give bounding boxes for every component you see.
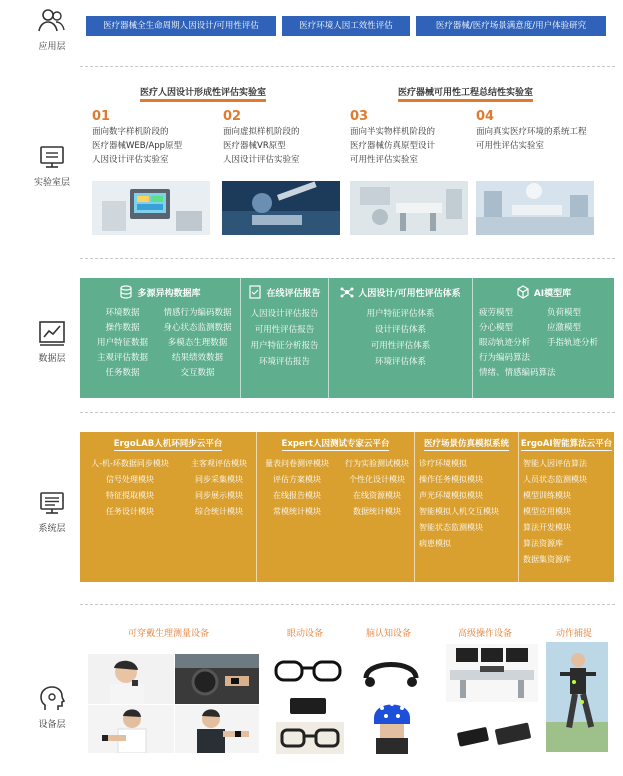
system-item: 同步展示模块 [195, 491, 243, 500]
layer-label-text: 系统层 [38, 524, 66, 534]
data-item: 操作数据 [105, 323, 140, 333]
app-button-lifecycle[interactable]: 医疗器械全生命周期人因设计/可用性评估 [86, 16, 276, 36]
system-item: 综合统计模块 [195, 507, 243, 516]
cube-icon [516, 285, 530, 299]
system-item: 智能人因评估算法 [523, 459, 587, 468]
system-item: 模型训练模块 [523, 491, 571, 500]
layer-label-device [22, 684, 82, 730]
eyetracking-glasses-photo-1 [270, 652, 346, 692]
data-item: 交互数据 [180, 368, 215, 378]
operation-controller-photo [452, 712, 538, 752]
system-item: 病患模拟 [419, 539, 451, 548]
system-column-ergolab [80, 432, 256, 582]
wearable-photo-4 [175, 705, 259, 753]
wearable-photo-1 [88, 654, 174, 704]
data-item: 主观评估数据 [96, 353, 148, 363]
data-item: 人因设计评估报告 [250, 309, 319, 319]
layer-label-system [22, 488, 82, 534]
divider [80, 412, 615, 413]
data-item: 用户特征分析报告 [250, 341, 319, 351]
motion-capture-photo [546, 642, 608, 752]
system-item: 人-机-环数据同步模块 [91, 459, 169, 468]
data-item: 情感行为编码数据 [163, 308, 232, 318]
data-column-database [80, 278, 240, 398]
operation-console-photo [446, 644, 538, 702]
device-title-motion-capture: 动作捕捉 [556, 629, 593, 639]
monitor-icon [37, 142, 67, 172]
layer-label-data [22, 318, 82, 364]
divider [80, 604, 615, 605]
system-screen-icon [37, 488, 67, 518]
eyetracking-recorder-photo [282, 694, 334, 718]
data-column-evaluation-system [328, 278, 472, 398]
system-item: 特征提取模块 [106, 491, 154, 500]
system-item: 模型应用模块 [523, 507, 571, 516]
lab-item-03 [350, 110, 480, 167]
system-item: 任务设计模块 [106, 507, 154, 516]
system-item: 在线资源模块 [353, 491, 401, 500]
data-item: 疲劳模型 [479, 308, 514, 318]
data-item: 行为编码算法 [479, 353, 531, 363]
data-item: 多模态生理数据 [167, 338, 228, 348]
data-item: 环境数据 [105, 308, 140, 318]
system-item: 个性化设计模块 [349, 475, 405, 484]
system-column-simulation [414, 432, 518, 582]
wearable-photo-2 [175, 654, 259, 704]
data-item: 分心模型 [479, 323, 514, 333]
device-title-eyetracking: 眼动设备 [287, 629, 324, 639]
system-item: 智能模拟人机交互模块 [419, 507, 499, 516]
app-button-environment[interactable]: 医疗环境人因工效性评估 [282, 16, 410, 36]
system-items [80, 456, 256, 520]
data-items [329, 306, 472, 370]
data-column-title: 在线评估报告 [266, 288, 321, 299]
layer-label-text: 实验室层 [33, 178, 70, 188]
data-column-title: 多源异构数据库 [137, 288, 201, 299]
data-item: 可用性评估体系 [370, 341, 431, 351]
system-item: 算法开发模块 [523, 523, 571, 532]
device-title-advanced-operation: 高级操作设备 [458, 629, 513, 639]
system-item: 行为实验测试模块 [345, 459, 409, 468]
data-items [241, 306, 328, 370]
system-column-title: Expert人因测试专家云平台 [281, 439, 390, 449]
system-item: 评估方案模块 [273, 475, 321, 484]
data-item: 任务数据 [105, 368, 140, 378]
lab-number: 02 [223, 109, 242, 124]
data-item: 身心状态监测数据 [163, 323, 232, 333]
layer-label-text: 设备层 [38, 720, 66, 730]
data-layer-panel [80, 278, 614, 398]
system-column-ergoai [518, 432, 614, 582]
system-column-title: ErgoLAB人机环同步云平台 [113, 439, 223, 449]
lab-number: 03 [350, 109, 369, 124]
data-item: 设计评估体系 [374, 325, 426, 335]
system-item: 操作任务模拟模块 [419, 475, 483, 484]
lab-photo-simulation [350, 181, 468, 235]
eyetracking-glasses-photo-2 [276, 722, 344, 754]
system-item: 主客观评估模块 [191, 459, 247, 468]
system-item: 算法资源库 [523, 539, 563, 548]
data-item: 环境评估报告 [258, 357, 310, 367]
device-title-wearable: 可穿戴生理测量设备 [128, 629, 210, 639]
data-item: 负荷模型 [547, 308, 582, 318]
head-brain-icon [37, 684, 67, 714]
wearable-photo-3 [88, 705, 174, 753]
data-items [80, 306, 240, 381]
data-item: 环境评估体系 [374, 357, 426, 367]
data-column-title: AI模型库 [533, 288, 572, 299]
system-items [257, 456, 414, 520]
data-item: 应激模型 [547, 323, 582, 333]
data-item: 用户特征数据 [96, 338, 148, 348]
database-icon [119, 285, 133, 299]
system-items [519, 456, 614, 568]
layer-label-lab [22, 142, 82, 188]
network-icon [340, 285, 354, 299]
lab-description: 面向虚拟样机阶段的 医疗器械VR原型 人因设计评估实验室 [223, 127, 300, 165]
system-column-title: 医疗场景仿真模拟系统 [423, 439, 509, 449]
data-column-reports [240, 278, 328, 398]
lab-item-04 [476, 110, 616, 153]
brain-cap-photo [366, 694, 418, 754]
data-item: 眼动轨迹分析 [479, 338, 531, 348]
lab-title-formative: 医疗人因设计形成性评估实验室 [140, 88, 266, 102]
data-item: 手指轨迹分析 [547, 338, 599, 348]
data-item: 情绪、情感编码算法 [479, 368, 556, 378]
system-item: 数据统计模块 [353, 507, 401, 516]
users-icon [37, 6, 67, 36]
data-column-title: 人因设计/可用性评估体系 [358, 288, 461, 299]
system-item: 人员状态监测模块 [523, 475, 587, 484]
layer-label-text: 应用层 [38, 42, 66, 52]
system-item: 同步采集模块 [195, 475, 243, 484]
application-buttons [86, 16, 612, 36]
system-item: 智能状态监测模块 [419, 523, 483, 532]
lab-item-02 [223, 110, 353, 167]
system-column-title: ErgoAI智能算法云平台 [520, 439, 613, 449]
system-items [415, 456, 518, 552]
chart-trend-icon [37, 318, 67, 348]
data-item: 可用性评估报告 [254, 325, 315, 335]
system-item: 诊疗环境模拟 [419, 459, 467, 468]
data-item: 用户特征评估体系 [366, 309, 435, 319]
system-item: 量表问卷测评模块 [265, 459, 329, 468]
device-title-brain: 脑认知设备 [366, 629, 412, 639]
system-item: 常模统计模块 [273, 507, 321, 516]
divider [80, 258, 615, 259]
system-item: 数据集资源库 [523, 555, 571, 564]
lab-description: 面向数字样机阶段的 医疗器械WEB/App原型 人因设计评估实验室 [92, 127, 183, 165]
system-item: 声光环境模拟模块 [419, 491, 483, 500]
system-layer-panel [80, 432, 614, 582]
data-column-ai-models [472, 278, 614, 398]
app-button-satisfaction[interactable]: 医疗器械/医疗场景满意度/用户体验研究 [416, 16, 606, 36]
lab-photo-vr-prototype [222, 181, 340, 235]
system-item: 信号处理模块 [106, 475, 154, 484]
lab-item-01 [92, 110, 222, 167]
lab-title-summative: 医疗器械可用性工程总结性实验室 [398, 88, 533, 102]
system-item: 在线报告模块 [273, 491, 321, 500]
report-icon [248, 285, 262, 299]
lab-photo-real-environment [476, 181, 594, 235]
brain-headset-photo-1 [356, 648, 426, 694]
system-column-expert [256, 432, 414, 582]
data-items [473, 306, 614, 381]
lab-photo-digital-prototype [92, 181, 210, 235]
lab-number: 01 [92, 109, 111, 124]
lab-description: 面向半实物样机阶段的 医疗器械仿真原型设计 可用性评估实验室 [350, 127, 436, 165]
layer-label-application [22, 6, 82, 52]
data-item: 结果绩效数据 [171, 353, 223, 363]
lab-description: 面向真实医疗环境的系统工程 可用性评估实验室 [476, 127, 587, 151]
lab-number: 04 [476, 109, 495, 124]
divider [80, 66, 615, 67]
layer-label-text: 数据层 [38, 354, 66, 364]
